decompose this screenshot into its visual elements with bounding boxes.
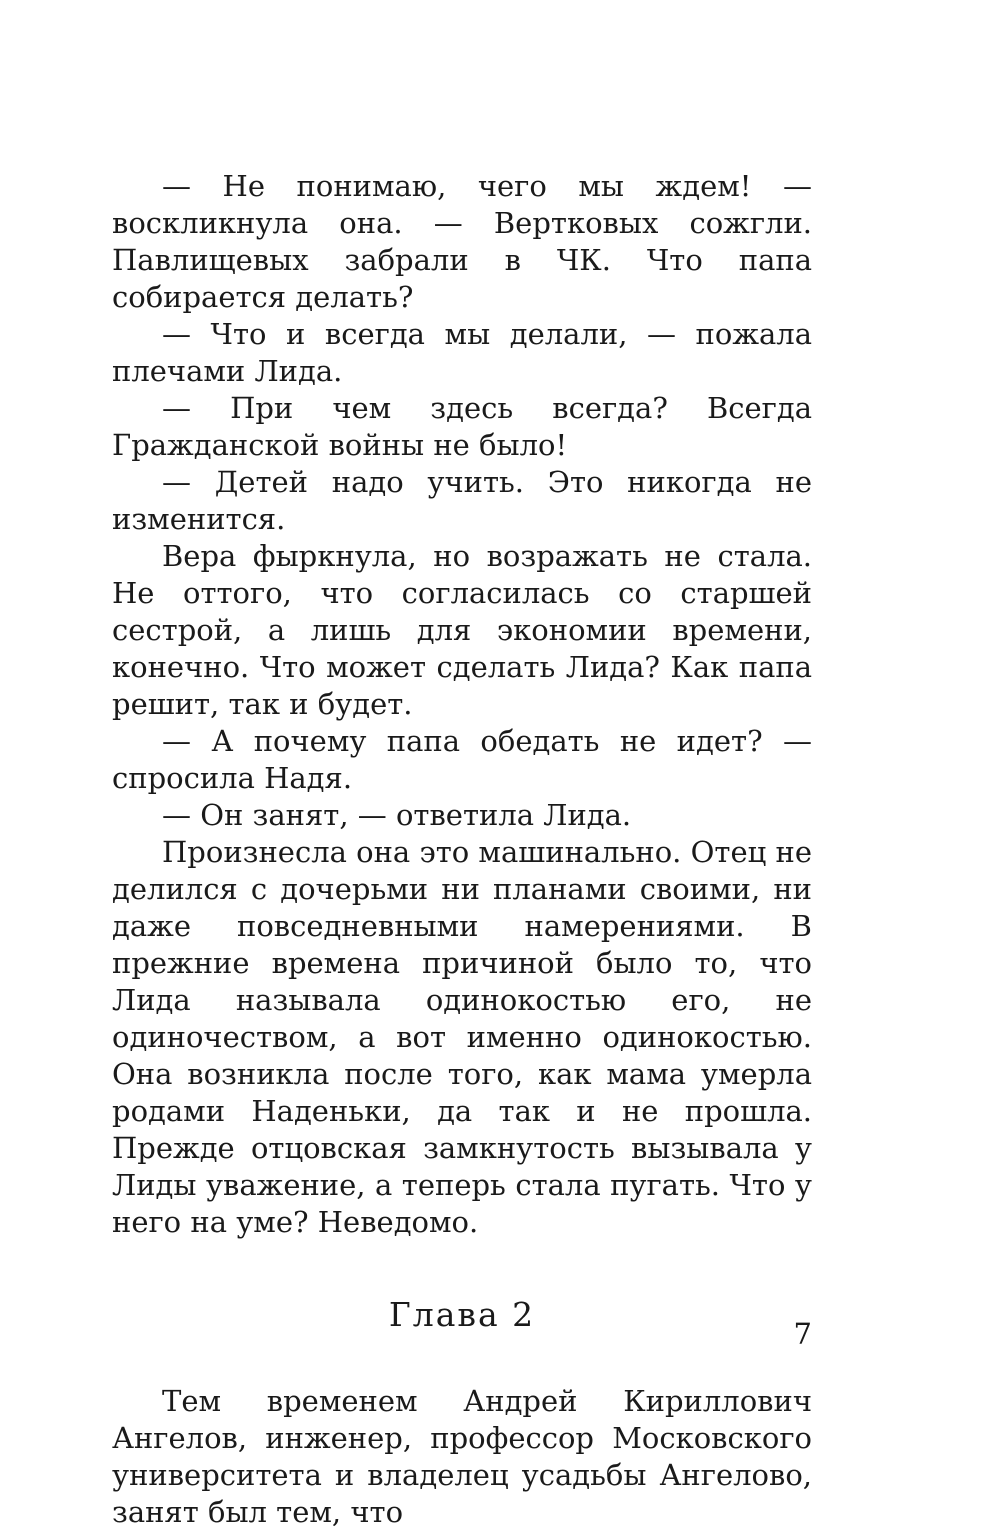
paragraph: Произнесла она это машинально. Отец не делился с дочерьми ни планами своими, ни даже повседневными намерениями. В прежние времена причиной было то, что Лида называла одинокостью его, не одиночеством, а вот именно одинокостью. Она возникла после того, как мама умерла родами Наденьки, да так и не прошла. Прежде отцовская замкнутость вызывала у Лиды уважение, а теперь стала пугать. Что у него на уме? Неведомо. — [112, 835, 812, 1239]
paragraph: Вера фыркнула, но возражать не стала. Не оттого, что согласилась со старшей сестрой, а лишь для экономии времени, конечно. Что может сделать Лида? Как папа решит, так и будет. — [112, 539, 812, 721]
page-number: 7 — [793, 1317, 812, 1351]
paragraph: Тем временем Андрей Кириллович Ангелов, инженер, профессор Московского университета и владелец усадьбы Ангелово, занят был тем, что — [112, 1384, 812, 1529]
paragraph: — Детей надо учить. Это никогда не изменится. — [112, 465, 812, 536]
paragraph: — При чем здесь всегда? Всегда Гражданской войны не было! — [112, 391, 812, 462]
paragraph: — Не понимаю, чего мы ждем! — воскликнула она. — Вертковых сожгли. Павлищевых забрали в ЧК. Что папа собирается делать? — [112, 169, 812, 314]
paragraph: — Что и всегда мы делали, — пожала плечами Лида. — [112, 317, 812, 388]
paragraph: — Он занят, — ответила Лида. — [162, 798, 632, 832]
chapter-title: Глава 2 — [388, 1295, 536, 1334]
paragraph: — А почему папа обедать не идет? — спросила Надя. — [112, 724, 812, 795]
book-page — [112, 168, 812, 1531]
